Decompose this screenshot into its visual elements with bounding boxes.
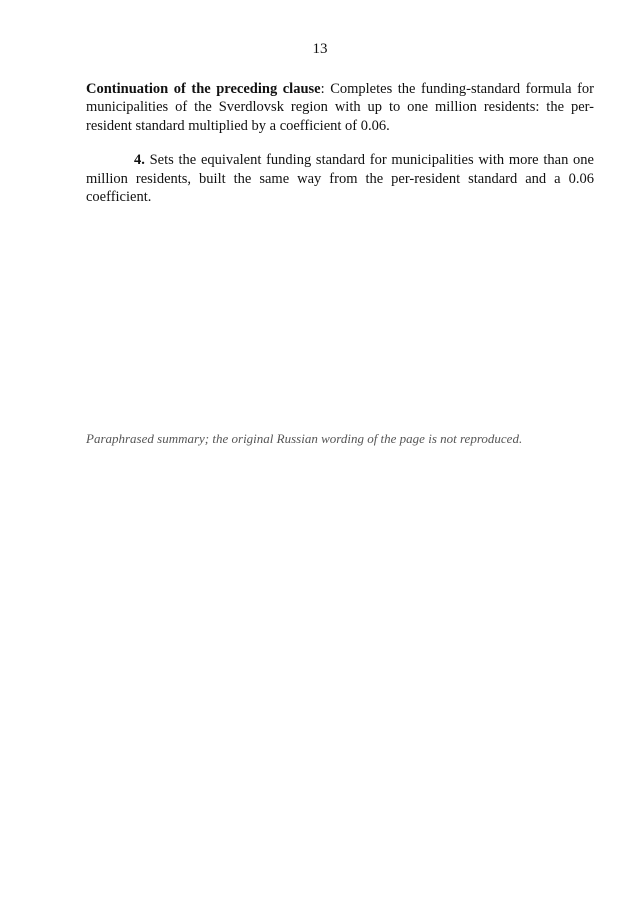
paragraph-continuation: Continuation of the preceding clause: Completes the funding-standard formula for municipalities of the Sverdlovsk region with up to one million residents: the per-resident standard multiplied by a coefficient of 0.06. (86, 81, 594, 134)
paragraph-clause-4 (86, 151, 594, 206)
summary-note: Paraphrased summary; the original Russian wording of the page is not reproduced. (86, 431, 523, 446)
paragraph-label: Continuation of the preceding clause (86, 81, 321, 97)
paragraph-summary: Completes the funding-standard formula for municipalities of the Sverdlovsk region with up to one million residents: the per-resident standard multiplied by a coefficient of 0.06. (86, 81, 594, 134)
paragraph-label: 4. (134, 152, 145, 169)
body-text (86, 80, 594, 222)
page-number: 13 (312, 41, 328, 57)
paragraph-summary: Sets the equivalent funding standard for municipalities with more than one million residents, built the same way from the per-resident standard and a 0.06 coefficient. (86, 152, 594, 206)
